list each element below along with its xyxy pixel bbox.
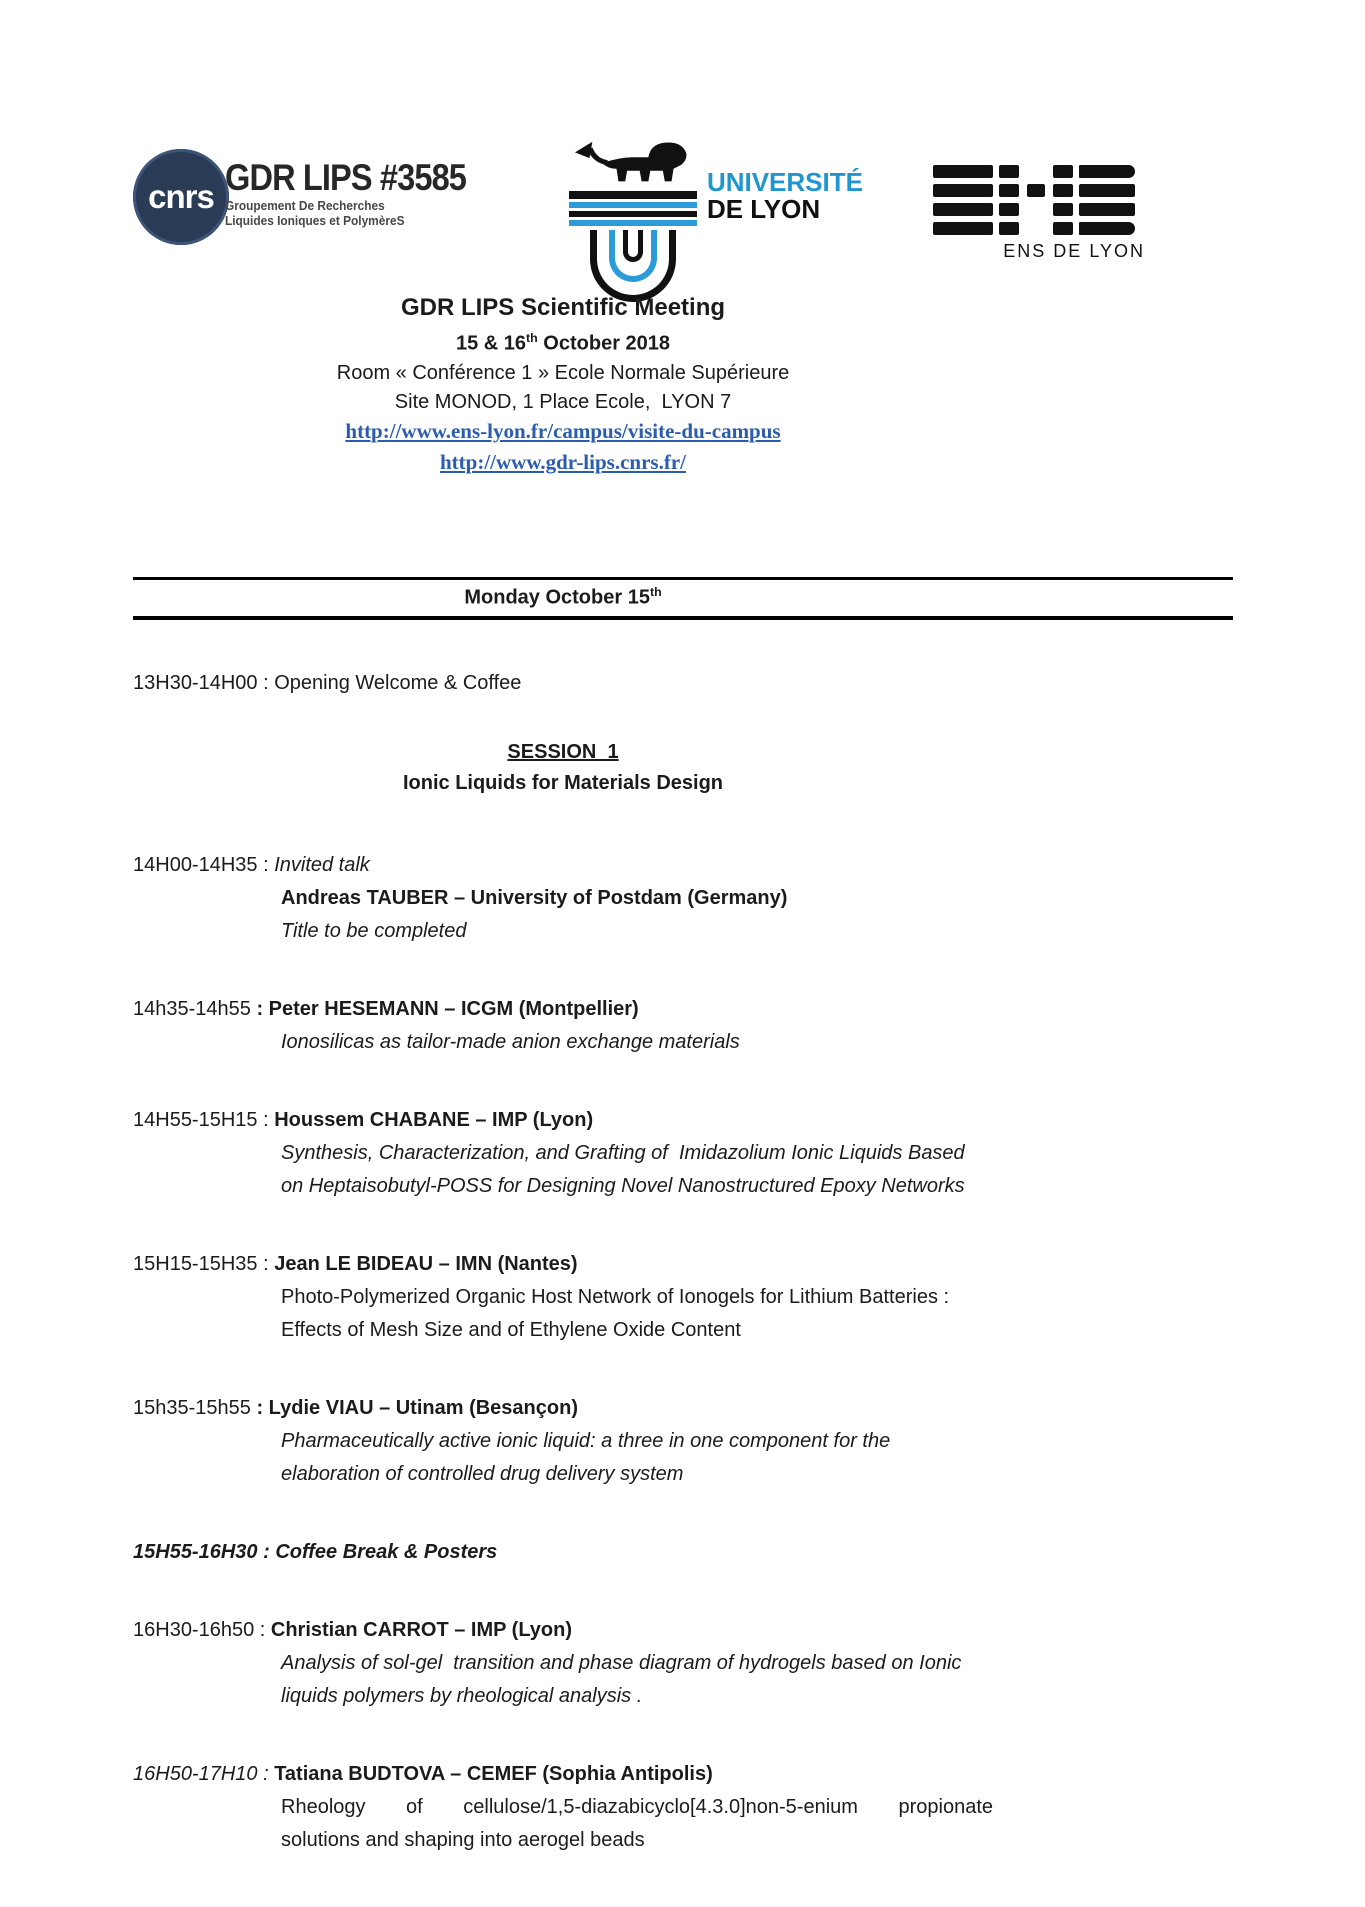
entry-description — [133, 1137, 1365, 1203]
entry-description — [133, 1791, 1365, 1857]
schedule-entry — [133, 1758, 1365, 1857]
entry-description-line: solutions and shaping into aerogel beads — [281, 1829, 645, 1852]
ens-bars-row — [933, 203, 1145, 216]
cnrs-logo-text: cnrs — [148, 178, 214, 215]
title-block — [133, 291, 993, 479]
date-main: 15 & 16 — [455, 332, 527, 355]
entry-description — [133, 882, 1365, 948]
entry-head-line — [133, 1758, 1365, 1791]
entry-title: Coffee Break & Posters — [275, 1541, 498, 1564]
entry-separator: : — [257, 1253, 275, 1276]
ens-bars-row — [933, 222, 1145, 235]
universite-de-lyon-mark — [569, 135, 697, 285]
udl-u-inner — [623, 230, 643, 262]
entry-title: Invited talk — [274, 854, 370, 877]
entry-description-line: Analysis of sol-gel transition and phase diagram of hydrogels based on Ionic — [281, 1652, 962, 1675]
schedule-entry — [133, 1614, 1365, 1713]
schedule-entry — [133, 1248, 1365, 1347]
entry-title: Jean LE BIDEAU – IMN (Nantes) — [274, 1253, 578, 1276]
entry-description-line: Title to be completed — [281, 920, 467, 943]
entry-title: Christian CARROT – IMP (Lyon) — [270, 1619, 573, 1642]
entry-description-line: Andreas TAUBER – University of Postdam (Germany) — [281, 887, 788, 910]
gdr-lips-title: GDR LIPS #3585 — [225, 157, 467, 198]
entry-title: Tatiana BUDTOVA – CEMEF (Sophia Antipolis) — [274, 1763, 713, 1786]
entry-time: 15h35-15h55 — [133, 1397, 251, 1420]
entry-head-line — [133, 993, 1365, 1026]
entry-description-line: Rheology of cellulose/1,5-diazabicyclo[4.3.0]non-5-enium propionate — [281, 1796, 993, 1819]
entry-head-line — [133, 1248, 1365, 1281]
cnrs-logo-icon — [133, 149, 229, 245]
entry-title: Lydie VIAU – Utinam (Besançon) — [268, 1397, 578, 1420]
udl-stripe-black — [569, 211, 697, 217]
gdr-lips-website-link[interactable]: http://www.gdr-lips.cnrs.fr/ — [440, 449, 686, 474]
entry-description-line: liquids polymers by rheological analysis . — [281, 1685, 643, 1708]
entry-separator: : — [257, 1541, 276, 1564]
entry-title: Peter HESEMANN – ICGM (Montpellier) — [268, 998, 639, 1021]
session-subtitle: Ionic Liquids for Materials Design — [402, 772, 724, 795]
schedule-entry — [133, 1536, 1365, 1569]
ens-de-lyon-caption: ENS DE LYON — [1003, 241, 1145, 261]
entry-description-line: Effects of Mesh Size and of Ethylene Oxide Content — [281, 1319, 741, 1342]
entry-head-line — [133, 1614, 1365, 1647]
entry-time: 15H15-15H35 — [133, 1253, 258, 1276]
udl-stripe-blue-2 — [569, 220, 697, 226]
entry-time: 16H50-17H10 — [133, 1763, 258, 1786]
schedule-list — [133, 849, 1365, 1857]
udl-text-universite: UNIVERSITÉ — [706, 167, 863, 197]
entry-description-line: on Heptaisobutyl-POSS for Designing Novel Nanostructured Epoxy Networks — [281, 1175, 965, 1198]
gdr-lips-wordmark — [225, 149, 499, 229]
universite-de-lyon-wordmark — [707, 169, 863, 285]
lion-icon — [569, 135, 693, 191]
day-title-superscript: th — [649, 584, 662, 599]
universite-de-lyon-logo — [569, 135, 863, 285]
campus-visit-link[interactable]: http://www.ens-lyon.fr/campus/visite-du-campus — [345, 418, 781, 443]
entry-description-line: Photo-Polymerized Organic Host Network of Ionogels for Lithium Batteries : — [281, 1286, 950, 1309]
entry-description — [133, 1281, 1365, 1347]
gdr-lips-subtitle-1: Groupement De Recherches — [225, 199, 385, 213]
entry-description-line: Ionosilicas as tailor-made anion exchange materials — [281, 1031, 740, 1054]
udl-plinth-bar — [569, 191, 697, 199]
entry-description — [133, 1026, 1365, 1059]
udl-u-middle — [609, 230, 657, 282]
day-title-text: Monday October 15 — [464, 586, 650, 609]
date-superscript: th — [526, 331, 538, 345]
entry-description-line: Synthesis, Characterization, and Grafting of Imidazolium Ionic Liquids Based — [281, 1142, 965, 1165]
meeting-title: GDR LIPS Scientific Meeting — [400, 294, 726, 321]
entry-time: 15H55-16H30 — [133, 1541, 258, 1564]
entry-separator: : — [257, 1109, 275, 1132]
ens-de-lyon-logo — [933, 165, 1145, 285]
venue-line-2: Site MONOD, 1 Place Ecole, LYON 7 — [394, 390, 732, 413]
session-header — [133, 737, 993, 799]
entry-description-line: Pharmaceutically active ionic liquid: a three in one component for the — [281, 1430, 891, 1453]
entry-head-line — [133, 1536, 1365, 1569]
entry-separator: : — [250, 998, 269, 1021]
entry-description-line: elaboration of controlled drug delivery system — [281, 1463, 684, 1486]
session-title: SESSION 1 — [507, 741, 619, 764]
entry-head-line — [133, 849, 1365, 882]
date-rest: October 2018 — [537, 332, 671, 355]
day-title — [133, 585, 993, 610]
entry-separator: : — [257, 1763, 275, 1786]
gdr-lips-subtitle-2: Liquides Ioniques et PolymèreS — [225, 214, 405, 228]
opening-welcome-line: 13H30-14H00 : Opening Welcome & Coffee — [133, 672, 522, 695]
udl-stripe-blue-1 — [569, 202, 697, 208]
schedule-entry — [133, 849, 1365, 948]
entry-description — [133, 1647, 1365, 1713]
schedule-entry — [133, 993, 1365, 1059]
entry-time: 14h35-14h55 — [133, 998, 251, 1021]
ens-bars-row — [933, 165, 1145, 178]
entry-separator: : — [254, 1619, 271, 1642]
entry-time: 16H30-16h50 — [133, 1619, 255, 1642]
entry-title: Houssem CHABANE – IMP (Lyon) — [274, 1109, 594, 1132]
entry-time: 14H55-15H15 — [133, 1109, 258, 1132]
udl-text-de-lyon: DE LYON — [706, 194, 821, 224]
day-header — [133, 577, 1233, 621]
entry-head-line — [133, 1104, 1365, 1137]
schedule-entry — [133, 1392, 1365, 1491]
meeting-date — [133, 324, 993, 359]
entry-description — [133, 1425, 1365, 1491]
logo-row — [133, 135, 1145, 285]
schedule-entry — [133, 1104, 1365, 1203]
venue-line-1: Room « Conférence 1 » Ecole Normale Supérieure — [336, 361, 790, 384]
entry-head-line — [133, 1392, 1365, 1425]
ens-bars-row — [933, 184, 1145, 197]
gdr-lips-cnrs-logo — [133, 149, 499, 285]
entry-separator: : — [257, 854, 275, 877]
entry-separator: : — [250, 1397, 269, 1420]
entry-time: 14H00-14H35 — [133, 854, 258, 877]
